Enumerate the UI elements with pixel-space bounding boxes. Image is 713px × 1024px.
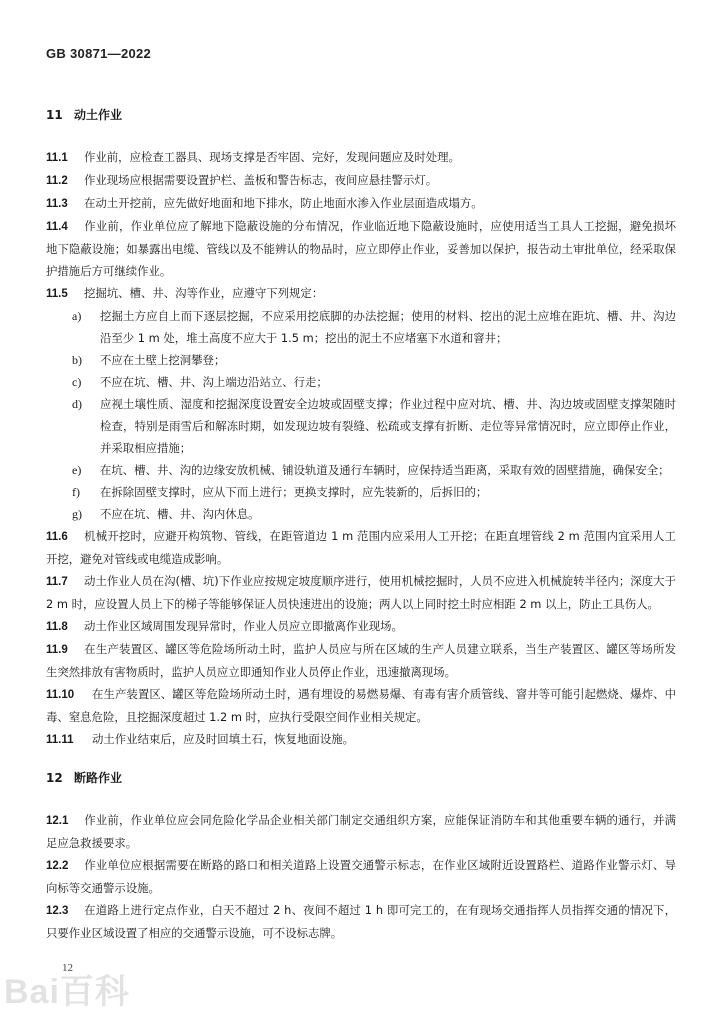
list-item-text: 在坑、槽、井、沟的边缘安放机械、铺设轨道及通行车辆时，应保持适当距离，采取有效的固壁措施，确保安全； (100, 463, 670, 477)
clause-text: 动土作业区域周围发现异常时，作业人员应立即撤离作业现场。 (84, 619, 403, 633)
clause-number: 11.6 (46, 531, 68, 543)
clause-text: 动土作业结束后，应及时回填土石，恢复地面设施。 (92, 732, 354, 746)
clause (46, 899, 676, 944)
clause-number: 11.7 (46, 576, 68, 588)
list-item (46, 503, 676, 525)
clause (46, 215, 676, 282)
clause-number: 12.3 (46, 905, 69, 917)
list-item (46, 393, 676, 459)
list-item (46, 459, 676, 481)
clause-number: 11.9 (46, 644, 68, 656)
clause-text: 在生产装置区、罐区等危险场所动土时，监护人员应与所在区域的生产人员建立联系，当生产装置区、罐区等场所发生突然排放有害物质时，监护人员应立即通知作业人员停止作业，迅速撤离现场。 (46, 642, 676, 679)
clause-number: 12.1 (46, 815, 69, 827)
list-item-mark: g) (72, 507, 82, 521)
watermark-logo: Bai百科 (4, 973, 130, 1011)
list-item-text: 不应在土壁上挖洞攀登； (100, 353, 226, 367)
clause-number: 11.10 (46, 689, 75, 701)
list-item-text: 不应在坑、槽、井、沟上端边沿站立、行走； (100, 375, 328, 389)
clause-text: 作业前，应检查工器具、现场支撑是否牢固、完好，发现问题应及时处理。 (84, 150, 460, 164)
clause-number: 11.11 (46, 734, 74, 746)
clause-number: 11.5 (46, 288, 68, 300)
page-number: 12 (62, 962, 73, 974)
clause-number: 11.2 (46, 175, 68, 187)
list-item-mark: d) (72, 397, 82, 411)
clause (46, 192, 676, 215)
clause (46, 525, 676, 570)
clause-text: 作业单位应根据需要在断路的路口和相关道路上设置交通警示标志，在作业区域附近设置路栏、道路作业警示灯、导向标等交通警示设施。 (46, 858, 676, 895)
list-item-text: 不应在坑、槽、井、沟内休息。 (100, 507, 260, 521)
list-item-mark: a) (72, 309, 82, 323)
clause-text: 作业前，作业单位应了解地下隐蔽设施的分布情况，作业临近地下隐蔽设施时，应使用适当工具人工挖掘，避免损坏地下隐蔽设施；如暴露出电缆、管线以及不能辨认的物品时，应立即停止作业，妥善加以保护，报告动土审批单位，经采取保护措施后方可继续作业。 (46, 219, 676, 278)
list-item (46, 371, 676, 393)
clause-number: 11.4 (46, 221, 68, 233)
clause-number: 11.8 (46, 621, 68, 633)
clause (46, 638, 676, 683)
section-title-text: 断路作业 (74, 771, 123, 785)
clause (46, 146, 676, 169)
list-item-text: 挖掘土方应自上而下逐层挖掘，不应采用挖底脚的办法挖掘；使用的材料、挖出的泥土应堆在距坑、槽、井、沟边沿至少 1 m 处，堆土高度不应大于 1.5 m；挖出的泥土不应堵塞下水道和窨井； (100, 309, 676, 345)
clause-text: 在道路上进行定点作业，白天不超过 2 h、夜间不超过 1 h 即可完工的，在有现场交通指挥人员指挥交通的情况下，只要作业区域设置了相应的交通警示设施，可不设标志牌。 (46, 903, 676, 940)
standard-code: GB 30871—2022 (46, 46, 152, 61)
section-number: 12 (46, 771, 63, 785)
clause-text: 挖掘坑、槽、井、沟等作业，应遵守下列规定： (84, 286, 324, 300)
clause (46, 570, 676, 615)
clause-text: 在生产装置区、罐区等危险场所动土时，遇有埋设的易燃易爆、有毒有害介质管线、窨井等可能引起燃烧、爆炸、中毒、窒息危险，且挖掘深度超过 1.2 m 时，应执行受限空间作业相关规定。 (46, 687, 676, 724)
clause-text: 作业前，作业单位应会同危险化学品企业相关部门制定交通组织方案，应能保证消防车和其他重要车辆的通行，并满足应急救援要求。 (46, 813, 676, 850)
clause-text: 在动土开挖前，应先做好地面和地下排水，防止地面水渗入作业层面造成塌方。 (84, 196, 483, 210)
list-item (46, 305, 676, 349)
list-item-mark: e) (72, 463, 82, 477)
clause (46, 728, 676, 751)
list-item-mark: c) (72, 375, 82, 389)
clause (46, 809, 676, 854)
clause (46, 169, 676, 192)
list-item-text: 在拆除固壁支撑时，应从下而上进行；更换支撑时，应先装新的，后拆旧的； (100, 485, 488, 499)
list-item-text: 应视土壤性质、湿度和挖掘深度设置安全边坡或固壁支撑；作业过程中应对坑、槽、井、沟边坡或固壁支撑架随时检查，特别是雨雪后和解冻时期，如发现边坡有裂缝、松疏或支撑有折断、走位等异常情况时，应立即停止作业，并采取相应措施； (100, 397, 676, 455)
section-title (46, 767, 676, 789)
clause (46, 854, 676, 899)
clause-text: 机械开挖时，应避开构筑物、管线，在距管道边 1 m 范围内应采用人工开挖；在距直埋管线 2 m 范围内宜采用人工开挖，避免对管线或电缆造成影响。 (46, 529, 676, 566)
section-title (46, 104, 676, 126)
list-item (46, 481, 676, 503)
clause (46, 683, 676, 728)
clause-text: 作业现场应根据需要设置护栏、盖板和警告标志，夜间应悬挂警示灯。 (84, 173, 438, 187)
page-body (46, 104, 676, 944)
list-item-mark: b) (72, 353, 82, 367)
clause (46, 282, 676, 305)
clause-number: 12.2 (46, 860, 69, 872)
clause-number: 11.1 (46, 152, 68, 164)
clause-text: 动土作业人员在沟(槽、坑)下作业应按规定坡度顺序进行，使用机械挖掘时，人员不应进入机械旋转半径内；深度大于 2 m 时，应设置人员上下的梯子等能够保证人员快速进出的设施；两人以上同时挖土时应相距 2 m 以上，防止工具伤人。 (46, 574, 676, 611)
list-item (46, 349, 676, 371)
section-title-text: 动土作业 (74, 108, 123, 122)
section-number: 11 (46, 108, 63, 122)
clause (46, 615, 676, 638)
clause-number: 11.3 (46, 198, 68, 210)
list-item-mark: f) (72, 485, 80, 499)
